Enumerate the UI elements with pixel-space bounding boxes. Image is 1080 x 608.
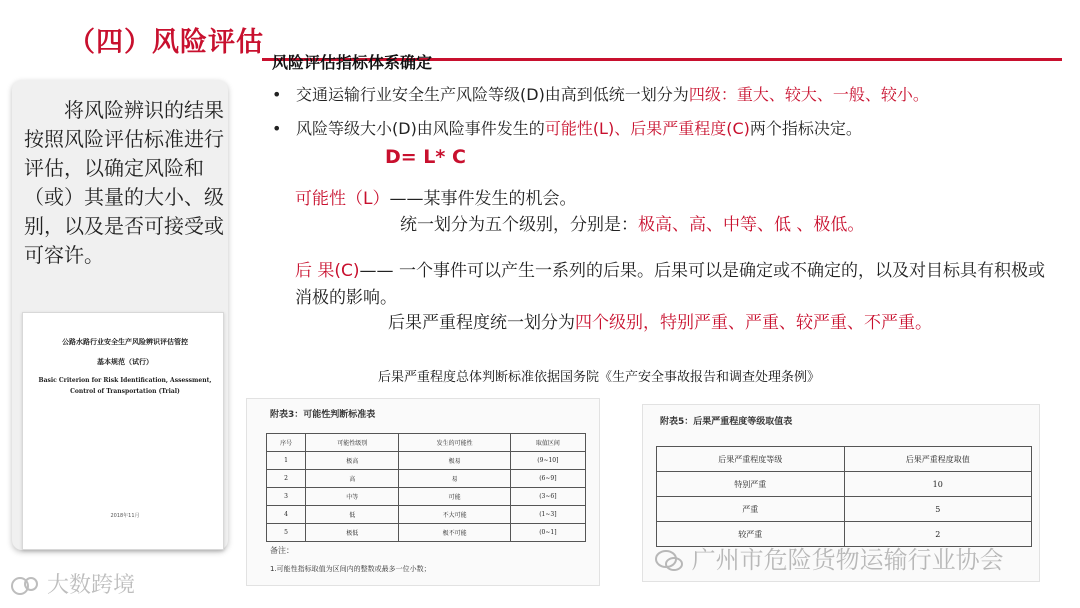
table-cell: 极高 bbox=[306, 452, 399, 470]
table-cell: 低 bbox=[306, 506, 399, 524]
likelihood-levels-list: 极高、高、中等、低 、极低。 bbox=[638, 215, 865, 235]
table-cell: 可能 bbox=[399, 488, 510, 506]
standard-caption: 后果严重程度总体判断标准依据国务院《生产安全事故报告和调查处理条例》 bbox=[378, 370, 821, 385]
table-cell: 10 bbox=[844, 472, 1032, 497]
table-cell: 较严重 bbox=[657, 522, 845, 547]
doc-cover-title: 公路水路行业安全生产风险辨识评估管控 bbox=[62, 338, 188, 346]
table-header-cell: 发生的可能性 bbox=[399, 434, 510, 452]
table-row bbox=[657, 472, 1032, 497]
table-header-row bbox=[267, 434, 586, 452]
sidebar-definition: 将风险辨识的结果按照风险评估标准进行评估，以确定风险和（或）其量的大小、级别，以及是否可接受或可容许。 bbox=[24, 98, 224, 267]
table-cell: 2 bbox=[267, 470, 306, 488]
table-cell: 特别严重 bbox=[657, 472, 845, 497]
consequence-table-title: 附表5：后果严重程度等级取值表 bbox=[660, 417, 793, 427]
table-cell: 5 bbox=[267, 524, 306, 542]
table-cell: 中等 bbox=[306, 488, 399, 506]
risk-formula: D= L* C bbox=[385, 146, 466, 168]
consequence-desc: —— 一个事件可以产生一系列的后果。后果可以是确定或不确定的，以及对目标具有积极或消极的影响。 bbox=[295, 261, 1045, 308]
table-cell: (6~9] bbox=[510, 470, 585, 488]
bullet2-suffix: 两个指标决定。 bbox=[749, 119, 862, 138]
watermark-left bbox=[10, 568, 135, 599]
brand-logo-icon bbox=[10, 574, 40, 598]
consequence-term: 后 果(C) bbox=[295, 261, 360, 281]
table-cell: 3 bbox=[267, 488, 306, 506]
table-row bbox=[267, 506, 586, 524]
table-header-row bbox=[657, 447, 1032, 472]
table-row bbox=[267, 452, 586, 470]
doc-cover-date: 2018年11月 bbox=[110, 513, 140, 519]
watermark-right bbox=[654, 540, 1004, 575]
bullet1-text: 交通运输行业安全生产风险等级(D)由高到低统一划分为 bbox=[296, 85, 689, 104]
table-cell: 严重 bbox=[657, 497, 845, 522]
table-cell: 高 bbox=[306, 470, 399, 488]
likelihood-levels-prefix: 统一划分为五个级别，分别是： bbox=[400, 215, 638, 235]
table-cell: (3~6] bbox=[510, 488, 585, 506]
bullet-marker: • bbox=[272, 119, 282, 138]
table-cell: 极低 bbox=[306, 524, 399, 542]
table-header-cell: 后果严重程度取值 bbox=[844, 447, 1032, 472]
table-cell: 不大可能 bbox=[399, 506, 510, 524]
doc-cover-subtitle: 基本规范（试行） bbox=[97, 358, 153, 366]
table-row bbox=[267, 524, 586, 542]
table-cell: 1 bbox=[267, 452, 306, 470]
section-heading: 风险评估指标体系确定 bbox=[272, 53, 433, 72]
table-row bbox=[657, 497, 1032, 522]
table-cell: (1~3] bbox=[510, 506, 585, 524]
table-cell: 极易 bbox=[399, 452, 510, 470]
bullet2-text: 风险等级大小(D)由风险事件发生的 bbox=[296, 119, 545, 138]
watermark-left-text: 大数跨境 bbox=[47, 573, 136, 598]
likelihood-levels bbox=[400, 210, 864, 235]
bullet-marker: • bbox=[272, 85, 282, 104]
likelihood-definition bbox=[295, 184, 576, 209]
consequence-levels bbox=[388, 308, 932, 333]
doc-cover-english-title: Basic Criterion for Risk Identification, Assessment, Control of Transportation (Trial) bbox=[38, 377, 212, 395]
table-cell: 2 bbox=[844, 522, 1032, 547]
likelihood-term: 可能性（L） bbox=[295, 189, 390, 209]
consequence-levels-list: 四个级别，特别严重、严重、较严重、不严重。 bbox=[575, 313, 932, 333]
likelihood-table bbox=[266, 433, 586, 542]
wechat-icon bbox=[654, 548, 684, 574]
table-header-cell: 序号 bbox=[267, 434, 306, 452]
likelihood-table-title: 附表3：可能性判断标准表 bbox=[270, 410, 376, 420]
bullet-risk-factors bbox=[272, 116, 862, 139]
table-cell: 5 bbox=[844, 497, 1032, 522]
table-cell: 4 bbox=[267, 506, 306, 524]
consequence-levels-prefix: 后果严重程度统一划分为 bbox=[388, 313, 575, 333]
consequence-definition bbox=[295, 258, 1055, 312]
likelihood-table-note: 1.可能性指标取值为区间内的整数或最多一位小数； bbox=[270, 565, 431, 573]
table-cell: 易 bbox=[399, 470, 510, 488]
likelihood-desc: ——某事件发生的机会。 bbox=[389, 189, 577, 209]
bullet-risk-levels bbox=[272, 82, 929, 105]
bullet1-highlight: 四级：重大、较大、一般、较小。 bbox=[688, 85, 929, 104]
likelihood-table-note-label: 备注： bbox=[270, 546, 294, 555]
table-header-cell: 后果严重程度等级 bbox=[657, 447, 845, 472]
table-header-cell: 可能性级别 bbox=[306, 434, 399, 452]
table-cell: (0~1] bbox=[510, 524, 585, 542]
watermark-right-text: 广州市危险货物运输行业协会 bbox=[691, 546, 1004, 574]
consequence-table bbox=[656, 446, 1032, 547]
bullet2-highlight: 可能性(L)、后果严重程度(C) bbox=[544, 119, 750, 138]
table-cell: 极不可能 bbox=[399, 524, 510, 542]
table-row bbox=[267, 470, 586, 488]
table-row bbox=[267, 488, 586, 506]
slide-title: （四）风险评估 bbox=[68, 27, 264, 58]
table-cell: (9~10] bbox=[510, 452, 585, 470]
table-header-cell: 取值区间 bbox=[510, 434, 585, 452]
